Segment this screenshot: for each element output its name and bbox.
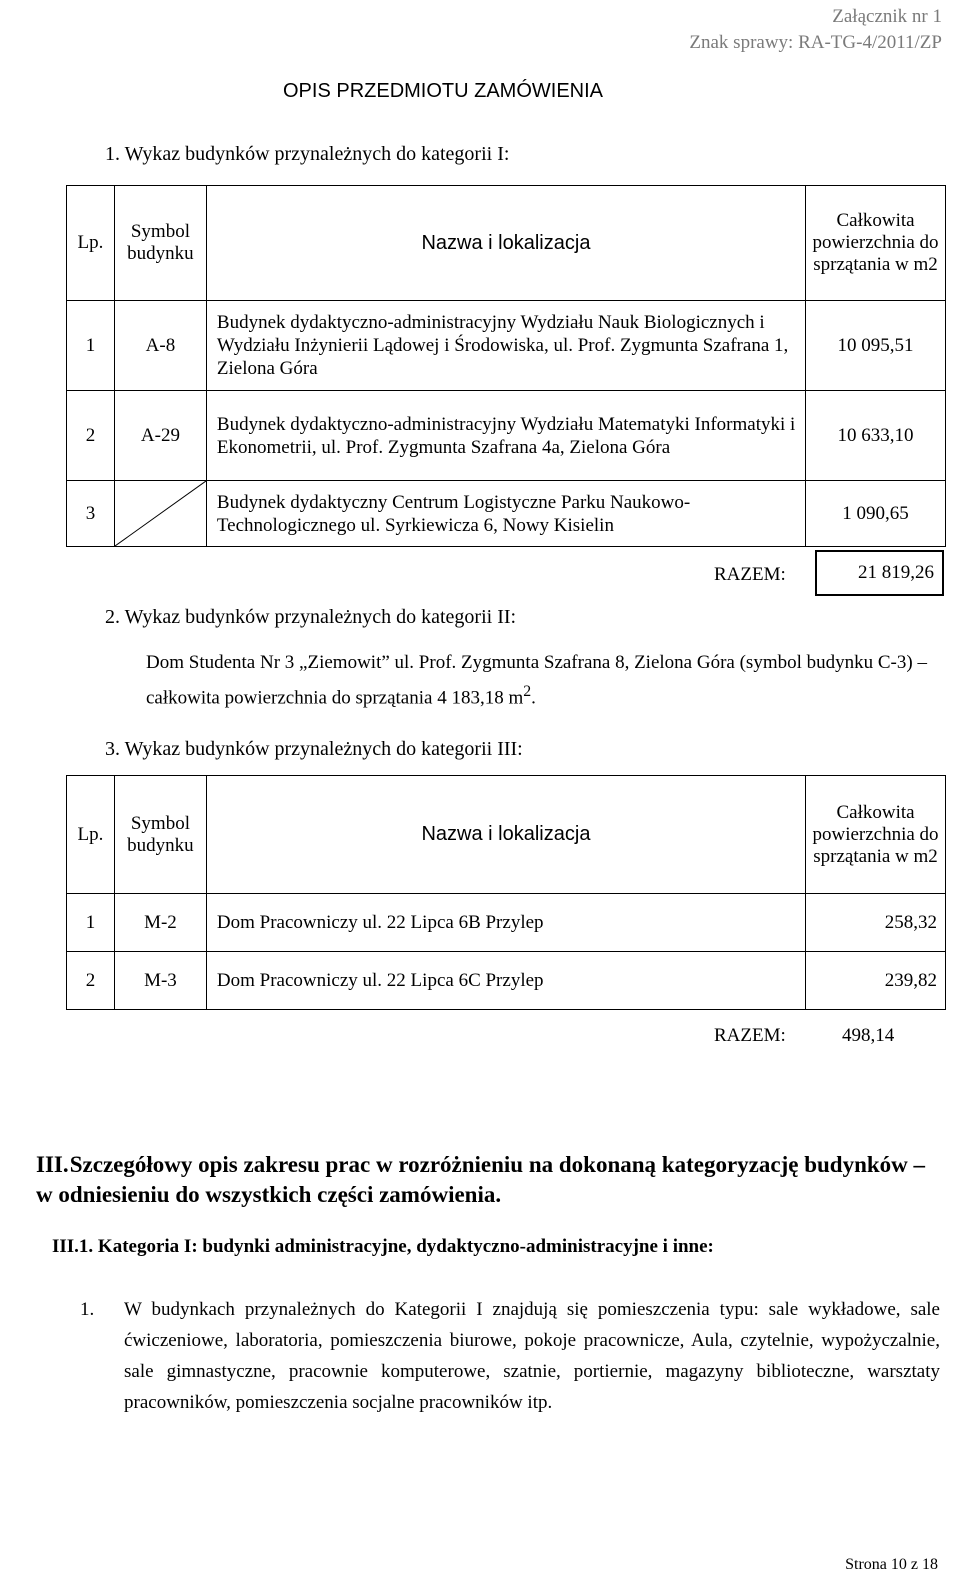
total-label: RAZEM: [714,564,786,585]
document-title: OPIS PRZEDMIOTU ZAMÓWIENIA [283,80,604,102]
part3-heading [36,1150,926,1210]
diagonal-strike [115,481,206,546]
table-header-row [67,776,946,894]
table-row [67,952,946,1010]
row-lp: 1 [67,301,115,391]
table-row [67,481,946,547]
row-area: 10 633,10 [806,391,946,481]
row-name: Budynek dydaktyczno-administracyjny Wydziału Matematyki Informatyki i Ekonometrii, ul. Prof. Zygmunta Szafrana 4a, Zielona Góra [206,391,805,481]
col-symbol: Symbol budynku [114,776,206,894]
row-name: Budynek dydaktyczny Centrum Logistyczne Parku Naukowo-Technologicznego ul. Syrkiewicza 6, Nowy Kisielin [206,481,805,547]
part3-1-heading: III.1. Kategoria I: budynki administracyjne, dydaktyczno-administracyjne i inne: [52,1236,714,1257]
col-area: Całkowita powierzchnia do sprzątania w m2 [806,776,946,894]
total-label: RAZEM: [714,1025,786,1046]
row-symbol: M-3 [114,952,206,1010]
page-number: Strona 10 z 18 [845,1556,938,1573]
col-name: Nazwa i lokalizacja [206,776,805,894]
list-item [80,1294,940,1418]
document-header [689,4,942,56]
col-lp: Lp. [67,776,115,894]
table-row [67,391,946,481]
category3-table [66,775,946,1010]
row-symbol: M-2 [114,894,206,952]
section1-heading: 1. Wykaz budynków przynależnych do kategorii I: [105,143,510,165]
row-name: Dom Pracowniczy ul. 22 Lipca 6B Przylep [206,894,805,952]
section2-heading: 2. Wykaz budynków przynależnych do kategorii II: [105,606,517,628]
category1-table [66,185,946,547]
row-lp: 2 [67,952,115,1010]
part3-title: Szczegółowy opis zakresu prac w rozróżnieniu na dokonaną kategoryzację budynków – w odniesieniu do wszystkich części zamówienia. [36,1152,926,1207]
col-name: Nazwa i lokalizacja [206,186,805,301]
total-value: 498,14 [842,1025,895,1046]
section3-heading: 3. Wykaz budynków przynależnych do kategorii III: [105,738,523,760]
list-item-number: 1. [80,1299,95,1320]
section2-paragraph [146,648,936,712]
table-header-row [67,186,946,301]
table-row [67,894,946,952]
row-lp: 3 [67,481,115,547]
row-symbol: A-29 [114,391,206,481]
row-lp: 1 [67,894,115,952]
row-symbol-empty [114,481,206,547]
row-area: 10 095,51 [806,301,946,391]
col-lp: Lp. [67,186,115,301]
list-item-text: W budynkach przynależnych do Kategorii I znajdują się pomieszczenia typu: sale wykładowe, sale ćwiczeniowe, laboratoria, pomieszczenia biurowe, pokoje pracownicze, Aula, czytelnie, wypożyczalnie, sale gimnastyczne, pracownie komputerowe, szatnie, portiernie, magazyny biblioteczne, warsztaty pracowników, pomieszczenia socjalne pracowników itp. [124,1299,940,1413]
section2-end: . [531,687,536,709]
attachment-label: Załącznik nr 1 [832,6,942,27]
row-area: 239,82 [806,952,946,1010]
section2-sup: 2 [523,683,532,700]
col-area: Całkowita powierzchnia do sprzątania w m2 [806,186,946,301]
section2-text: Dom Studenta Nr 3 „Ziemowit” ul. Prof. Zygmunta Szafrana 8, Zielona Góra (symbol budynku C-3) – całkowita powierzchnia do sprzątania 4 183,18 m [146,652,927,709]
row-area: 1 090,65 [806,481,946,547]
row-name: Dom Pracowniczy ul. 22 Lipca 6C Przylep [206,952,805,1010]
total-value: 21 819,26 [815,550,944,596]
table-row [67,301,946,391]
row-lp: 2 [67,391,115,481]
row-area: 258,32 [806,894,946,952]
row-name: Budynek dydaktyczno-administracyjny Wydziału Nauk Biologicznych i Wydziału Inżynierii Lądowej i Środowiska, ul. Prof. Zygmunta Szafrana 1, Zielona Góra [206,301,805,391]
case-number: Znak sprawy: RA-TG-4/2011/ZP [689,32,942,53]
row-symbol: A-8 [114,301,206,391]
part3-number: III. [36,1152,69,1177]
col-symbol: Symbol budynku [114,186,206,301]
